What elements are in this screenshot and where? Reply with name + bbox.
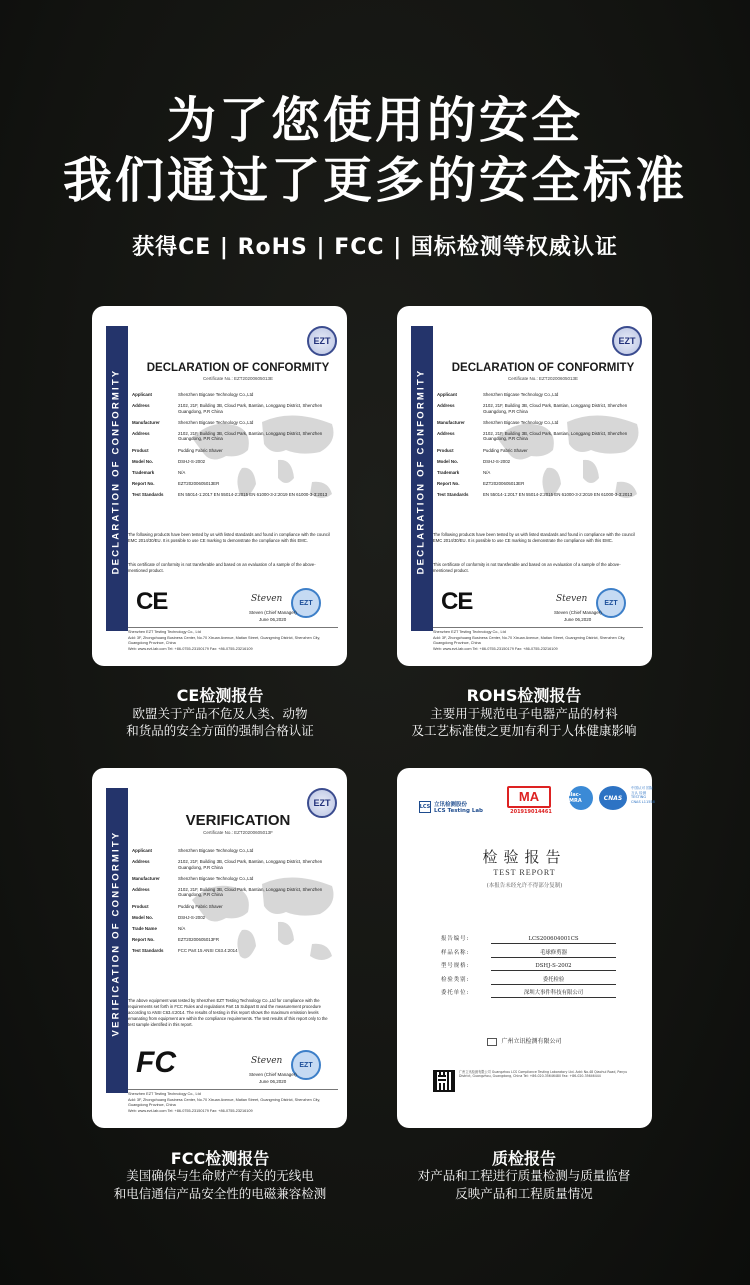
applicant-value: Shenzhen Bigcase Technology Co.,Ltd bbox=[178, 848, 254, 853]
caption-title-rohs: ROHS检测报告 bbox=[466, 686, 582, 705]
lab-name-en: LCS Testing Lab bbox=[434, 808, 483, 814]
standards-label: Test Standards bbox=[132, 947, 164, 953]
certificate-footer bbox=[128, 627, 338, 652]
report-label: Report No. bbox=[437, 480, 460, 486]
rohs-certificate-card bbox=[397, 306, 652, 666]
address-label: Address bbox=[132, 886, 150, 892]
banner-text: VERIFICATION OF CONFORMITY bbox=[110, 830, 122, 1037]
report-field-label: 委托单位: bbox=[441, 990, 470, 996]
report-fields bbox=[441, 936, 616, 1004]
signature-block bbox=[550, 588, 630, 628]
certificate-footer bbox=[128, 1089, 338, 1114]
report-field-value: LCS200604001CS bbox=[491, 936, 616, 944]
caption-title-ce: CE检测报告 bbox=[176, 686, 264, 705]
ce-mark-icon: CE bbox=[136, 588, 168, 615]
certificate-title: DECLARATION OF CONFORMITY bbox=[451, 362, 635, 374]
certificate-fields bbox=[437, 392, 637, 503]
model-value: DSHJ-S-2002 bbox=[178, 914, 206, 920]
report-bottom bbox=[433, 1070, 633, 1098]
address-label: Address bbox=[132, 403, 150, 409]
trademark-value: N/A bbox=[178, 469, 186, 475]
trademark-label: Trademark bbox=[132, 469, 155, 475]
lab-name: 立讯检测股份 bbox=[434, 802, 468, 808]
manufacturer-value: Shenzhen Bigcase Technology Co.,Ltd bbox=[178, 419, 254, 425]
report-title-en: TEST REPORT bbox=[493, 868, 556, 877]
certificate-side-banner bbox=[106, 326, 128, 631]
report-field-value: 毛球修剪器 bbox=[491, 950, 616, 958]
caption-title-fcc: FCC检测报告 bbox=[170, 1149, 270, 1168]
report-logos bbox=[419, 786, 655, 816]
applicant-value: Shenzhen Bigcase Technology Co.,Ltd bbox=[178, 392, 254, 397]
caption-line-rohs-1: 主要用于规范电子电器产品的材料 bbox=[430, 706, 618, 721]
ezt-stamp-icon: EZT bbox=[291, 1050, 321, 1080]
certificate-number: Certificate No.: EZT20200605013E bbox=[507, 376, 579, 381]
fcc-mark-icon: FC bbox=[136, 1046, 176, 1079]
trade-name-label: Trade Name bbox=[132, 925, 157, 931]
address-value: 2102, 21F, Building 3B, Cloud Park, Bantian, Longgang District, Shenzhen Guangdong, P.R China bbox=[178, 859, 323, 870]
manufacturer-value: Shenzhen Bigcase Technology Co.,Ltd bbox=[178, 875, 254, 881]
manufacturer-label: Manufacturer bbox=[132, 875, 160, 881]
signature: Steven bbox=[556, 594, 588, 604]
cma-logo-icon: MA bbox=[507, 786, 551, 808]
ilac-mra-logo-icon: ilac-MRA bbox=[569, 786, 593, 810]
model-label: Model No. bbox=[132, 458, 153, 464]
trademark-value: N/A bbox=[483, 469, 491, 475]
certificate-statement: The following products have been tested by us with listed standards and found in compliance with the council EMC 2014/30/EU. It is possible to use CE marking to demonstrate the compliance with this EMC. bbox=[433, 532, 635, 543]
address-label: Address bbox=[132, 430, 150, 436]
applicant-label: Applicant bbox=[132, 392, 153, 397]
caption-line-quality-1: 对产品和工程进行质量检测与质量监督 bbox=[417, 1168, 631, 1183]
report-field-value: 委托检验 bbox=[491, 977, 616, 985]
product-label: Product bbox=[437, 447, 454, 453]
certificate-fields bbox=[132, 848, 332, 959]
certificate-side-banner bbox=[106, 788, 128, 1093]
qr-code-icon bbox=[433, 1070, 455, 1092]
report-lab-name: 广州立讯检测有限公司 bbox=[501, 1038, 562, 1045]
ce-mark-icon: CE bbox=[441, 588, 473, 615]
footer-contact: Web: www.ezt-lab.com Tel: +86-0755-23150179 Fax: +86-0755-23216109 bbox=[128, 1108, 253, 1113]
lcs-logo-icon: LCS bbox=[419, 801, 431, 813]
report-fine-print: 广州立讯检测有限公司 Guangzhou LCS Compliance Testing Laboratory Ltd. Add: No.48 Qiaohui Road, Panyu District, Guangzhou, Guangdong, China Tel: +86-020-35646480 Fax: +86-020-35646444 bbox=[459, 1070, 628, 1079]
headline-line-1: 为了您使用的安全 bbox=[166, 92, 583, 149]
applicant-label: Applicant bbox=[132, 848, 153, 853]
footer-address: Add: 3F, Zhongchuang Business Center, No.70 Xixuan Avenue, Matian Street, Guangming District, Shenzhen City, Guangdong Province, China bbox=[433, 635, 626, 645]
model-label: Model No. bbox=[132, 914, 153, 920]
product-label: Product bbox=[132, 903, 149, 909]
fcc-certificate-card bbox=[92, 768, 347, 1128]
report-label: Report No. bbox=[132, 480, 155, 486]
product-value: Pudding Fabric Shaver bbox=[483, 447, 528, 453]
footer-company: Shenzhen EZT Testing Technology Co., Ltd bbox=[433, 630, 506, 634]
address-value: 2102, 21F, Building 3B, Cloud Park, Bantian, Longgang District, Shenzhen Guangdong, P.R China bbox=[483, 403, 628, 414]
report-field-value: DSHJ-S-2002 bbox=[491, 963, 616, 971]
footer-company: Shenzhen EZT Testing Technology Co., Ltd bbox=[128, 1092, 201, 1096]
ezt-seal-icon: EZT bbox=[307, 788, 337, 818]
ezt-stamp-icon: EZT bbox=[291, 588, 321, 618]
report-value: EZT20200605013FR bbox=[178, 936, 220, 942]
certificate-fields bbox=[132, 392, 332, 503]
cnas-text: 中国认可 国际互认 检测 TESTING CNAS L11558 bbox=[631, 786, 655, 804]
address-value: 2102, 21F, Building 3B, Cloud Park, Bantian, Longgang District, Shenzhen Guangdong, P.R China bbox=[483, 430, 628, 442]
signer-name: Steven (Chief Manager) bbox=[554, 610, 602, 615]
applicant-value: Shenzhen Bigcase Technology Co.,Ltd bbox=[483, 392, 559, 397]
report-field-label: 型号规格: bbox=[441, 963, 470, 969]
report-field-label: 样品名称: bbox=[441, 949, 470, 956]
product-value: Pudding Fabric Shaver bbox=[178, 447, 223, 453]
report-field-label: 检验类别: bbox=[441, 976, 470, 983]
signature-block bbox=[245, 588, 325, 628]
signature-block bbox=[245, 1050, 325, 1090]
ezt-seal-icon: EZT bbox=[307, 326, 337, 356]
report-value: EZT20200605013ER bbox=[178, 480, 220, 486]
certificate-footer bbox=[433, 627, 643, 652]
cnas-logo-icon: CNAS bbox=[599, 786, 627, 810]
footer-address: Add: 3F, Zhongchuang Business Center, No.70 Xixuan Avenue, Matian Street, Guangming District, Shenzhen City, Guangdong Province, China bbox=[128, 635, 321, 645]
report-label: Report No. bbox=[132, 936, 155, 942]
signature: Steven bbox=[251, 594, 283, 604]
banner-text: DECLARATION OF CONFORMITY bbox=[415, 368, 427, 575]
caption-line-rohs-2: 及工艺标准使之更加有利于人体健康影响 bbox=[411, 723, 637, 738]
standards-value: EN 55014-1:2017 EN 55014-2:2015 EN 61000-3-2:2019 EN 61000-3-3:2013 bbox=[483, 491, 633, 497]
certificate-note: This certificate of conformity is not transferable and based on an evaluation of a sample of the above-mentioned product. bbox=[433, 562, 621, 573]
applicant-label: Applicant bbox=[437, 392, 458, 397]
certificate-number: Certificate No.: EZT20200605013E bbox=[202, 376, 274, 381]
trade-name-value: N/A bbox=[178, 925, 186, 931]
standards-label: Test Standards bbox=[132, 491, 164, 497]
address-label: Address bbox=[132, 859, 150, 865]
certificate-side-banner bbox=[411, 326, 433, 631]
address-value: 2102, 21F, Building 3B, Cloud Park, Bantian, Longgang District, Shenzhen Guangdong, P.R China bbox=[178, 430, 323, 442]
address-label: Address bbox=[437, 430, 455, 436]
model-value: DSHJ-S-2002 bbox=[178, 458, 206, 464]
signer-name: Steven (Chief Manager) bbox=[249, 1072, 297, 1077]
lcs-logo bbox=[419, 800, 483, 814]
model-value: DSHJ-S-2002 bbox=[483, 458, 511, 464]
certificate-title: VERIFICATION bbox=[185, 812, 291, 829]
standards-value: EN 55014-1:2017 EN 55014-2:2015 EN 61000-3-2:2019 EN 61000-3-3:2013 bbox=[178, 491, 328, 497]
report-field-label: 报告编号: bbox=[441, 936, 470, 942]
sign-date: June 06,2020 bbox=[564, 617, 592, 622]
quality-test-report-card bbox=[397, 768, 655, 1128]
product-label: Product bbox=[132, 447, 149, 453]
certificate-number: Certificate No.: EZT20200605013F bbox=[203, 830, 273, 835]
report-lab-footer bbox=[397, 1036, 652, 1046]
footer-contact: Web: www.ezt-lab.com Tel: +86-0755-23150179 Fax: +86-0755-23216109 bbox=[128, 646, 253, 651]
cma-number: 201919014461 bbox=[510, 809, 552, 815]
caption-title-quality: 质检报告 bbox=[491, 1149, 556, 1168]
certificate-statement: The following products have been tested by us with listed standards and found in compliance with the council EMC 2014/30/EU. It is possible to use CE marking to demonstrate the compliance with this EMC. bbox=[128, 532, 330, 543]
footer-contact: Web: www.ezt-lab.com Tel: +86-0755-23150179 Fax: +86-0755-23216109 bbox=[433, 646, 558, 651]
lab-logo-icon bbox=[487, 1038, 497, 1046]
model-label: Model No. bbox=[437, 458, 458, 464]
trademark-label: Trademark bbox=[437, 469, 460, 475]
ezt-stamp-icon: EZT bbox=[596, 588, 626, 618]
banner-text: DECLARATION OF CONFORMITY bbox=[110, 368, 122, 575]
report-title: 检验报告 bbox=[482, 848, 567, 866]
report-value: EZT20200605013ER bbox=[483, 480, 525, 486]
signer-name: Steven (Chief Manager) bbox=[249, 610, 297, 615]
footer-address: Add: 3F, Zhongchuang Business Center, No.70 Xixuan Avenue, Matian Street, Guangming District, Shenzhen City, Guangdong Province, China bbox=[128, 1097, 321, 1107]
manufacturer-label: Manufacturer bbox=[437, 419, 465, 425]
signature: Steven bbox=[251, 1056, 283, 1066]
caption-line-quality-2: 反映产品和工程质量情况 bbox=[455, 1186, 593, 1201]
headline-subtitle: 获得CE | RoHS | FCC | 国标检测等权威认证 bbox=[132, 235, 618, 260]
caption-line-fcc-2: 和电信通信产品安全性的电磁兼容检测 bbox=[113, 1186, 327, 1201]
report-note: (本报告未经允许不得部分复制) bbox=[486, 883, 563, 889]
sign-date: June 06,2020 bbox=[259, 617, 287, 622]
headline-line-2: 我们通过了更多的安全标准 bbox=[62, 152, 687, 209]
manufacturer-label: Manufacturer bbox=[132, 419, 160, 425]
footer-company: Shenzhen EZT Testing Technology Co., Ltd bbox=[128, 630, 201, 634]
certificate-note: This certificate of conformity is not transferable and based on an evaluation of a sample of the above-mentioned product. bbox=[128, 562, 316, 573]
certificate-title: DECLARATION OF CONFORMITY bbox=[146, 362, 330, 374]
standards-label: Test Standards bbox=[437, 491, 469, 497]
manufacturer-value: Shenzhen Bigcase Technology Co.,Ltd bbox=[483, 419, 559, 425]
caption-line-fcc-1: 美国确保与生命财产有关的无线电 bbox=[126, 1168, 314, 1183]
caption-line-ce-2: 和货品的安全方面的强制合格认证 bbox=[126, 723, 314, 738]
address-value: 2102, 21F, Building 3B, Cloud Park, Bantian, Longgang District, Shenzhen Guangdong, P.R China bbox=[178, 403, 323, 414]
standards-value: FCC Part 15 ANSI C63.4:2014 bbox=[178, 947, 238, 953]
product-value: Pudding Fabric Shaver bbox=[178, 903, 223, 909]
address-value: 2102, 21F, Building 3B, Cloud Park, Bantian, Longgang District, Shenzhen Guangdong, P.R China bbox=[178, 886, 323, 898]
caption-line-ce-1: 欧盟关于产品不危及人类、动物 bbox=[132, 706, 308, 721]
ce-certificate-card bbox=[92, 306, 347, 666]
report-field-value: 深圳大事件科技有限公司 bbox=[491, 990, 616, 998]
certificate-statement: The above equipment was tested by Shenzhen EZT Testing Technology Co.,Ltd for compliance with the requirements set forth in FCC Rules and regulations Part 15 Subpart B and the measurement procedure according to ANSI C63.4:2014. The results of testing in this report shows the maximum emission levels emanating from equipment are within the compliance requirements. The test results of this report only to the test sample identified in this report. bbox=[128, 998, 328, 1027]
address-label: Address bbox=[437, 403, 455, 409]
sign-date: June 06,2020 bbox=[259, 1079, 287, 1084]
ezt-seal-icon: EZT bbox=[612, 326, 642, 356]
